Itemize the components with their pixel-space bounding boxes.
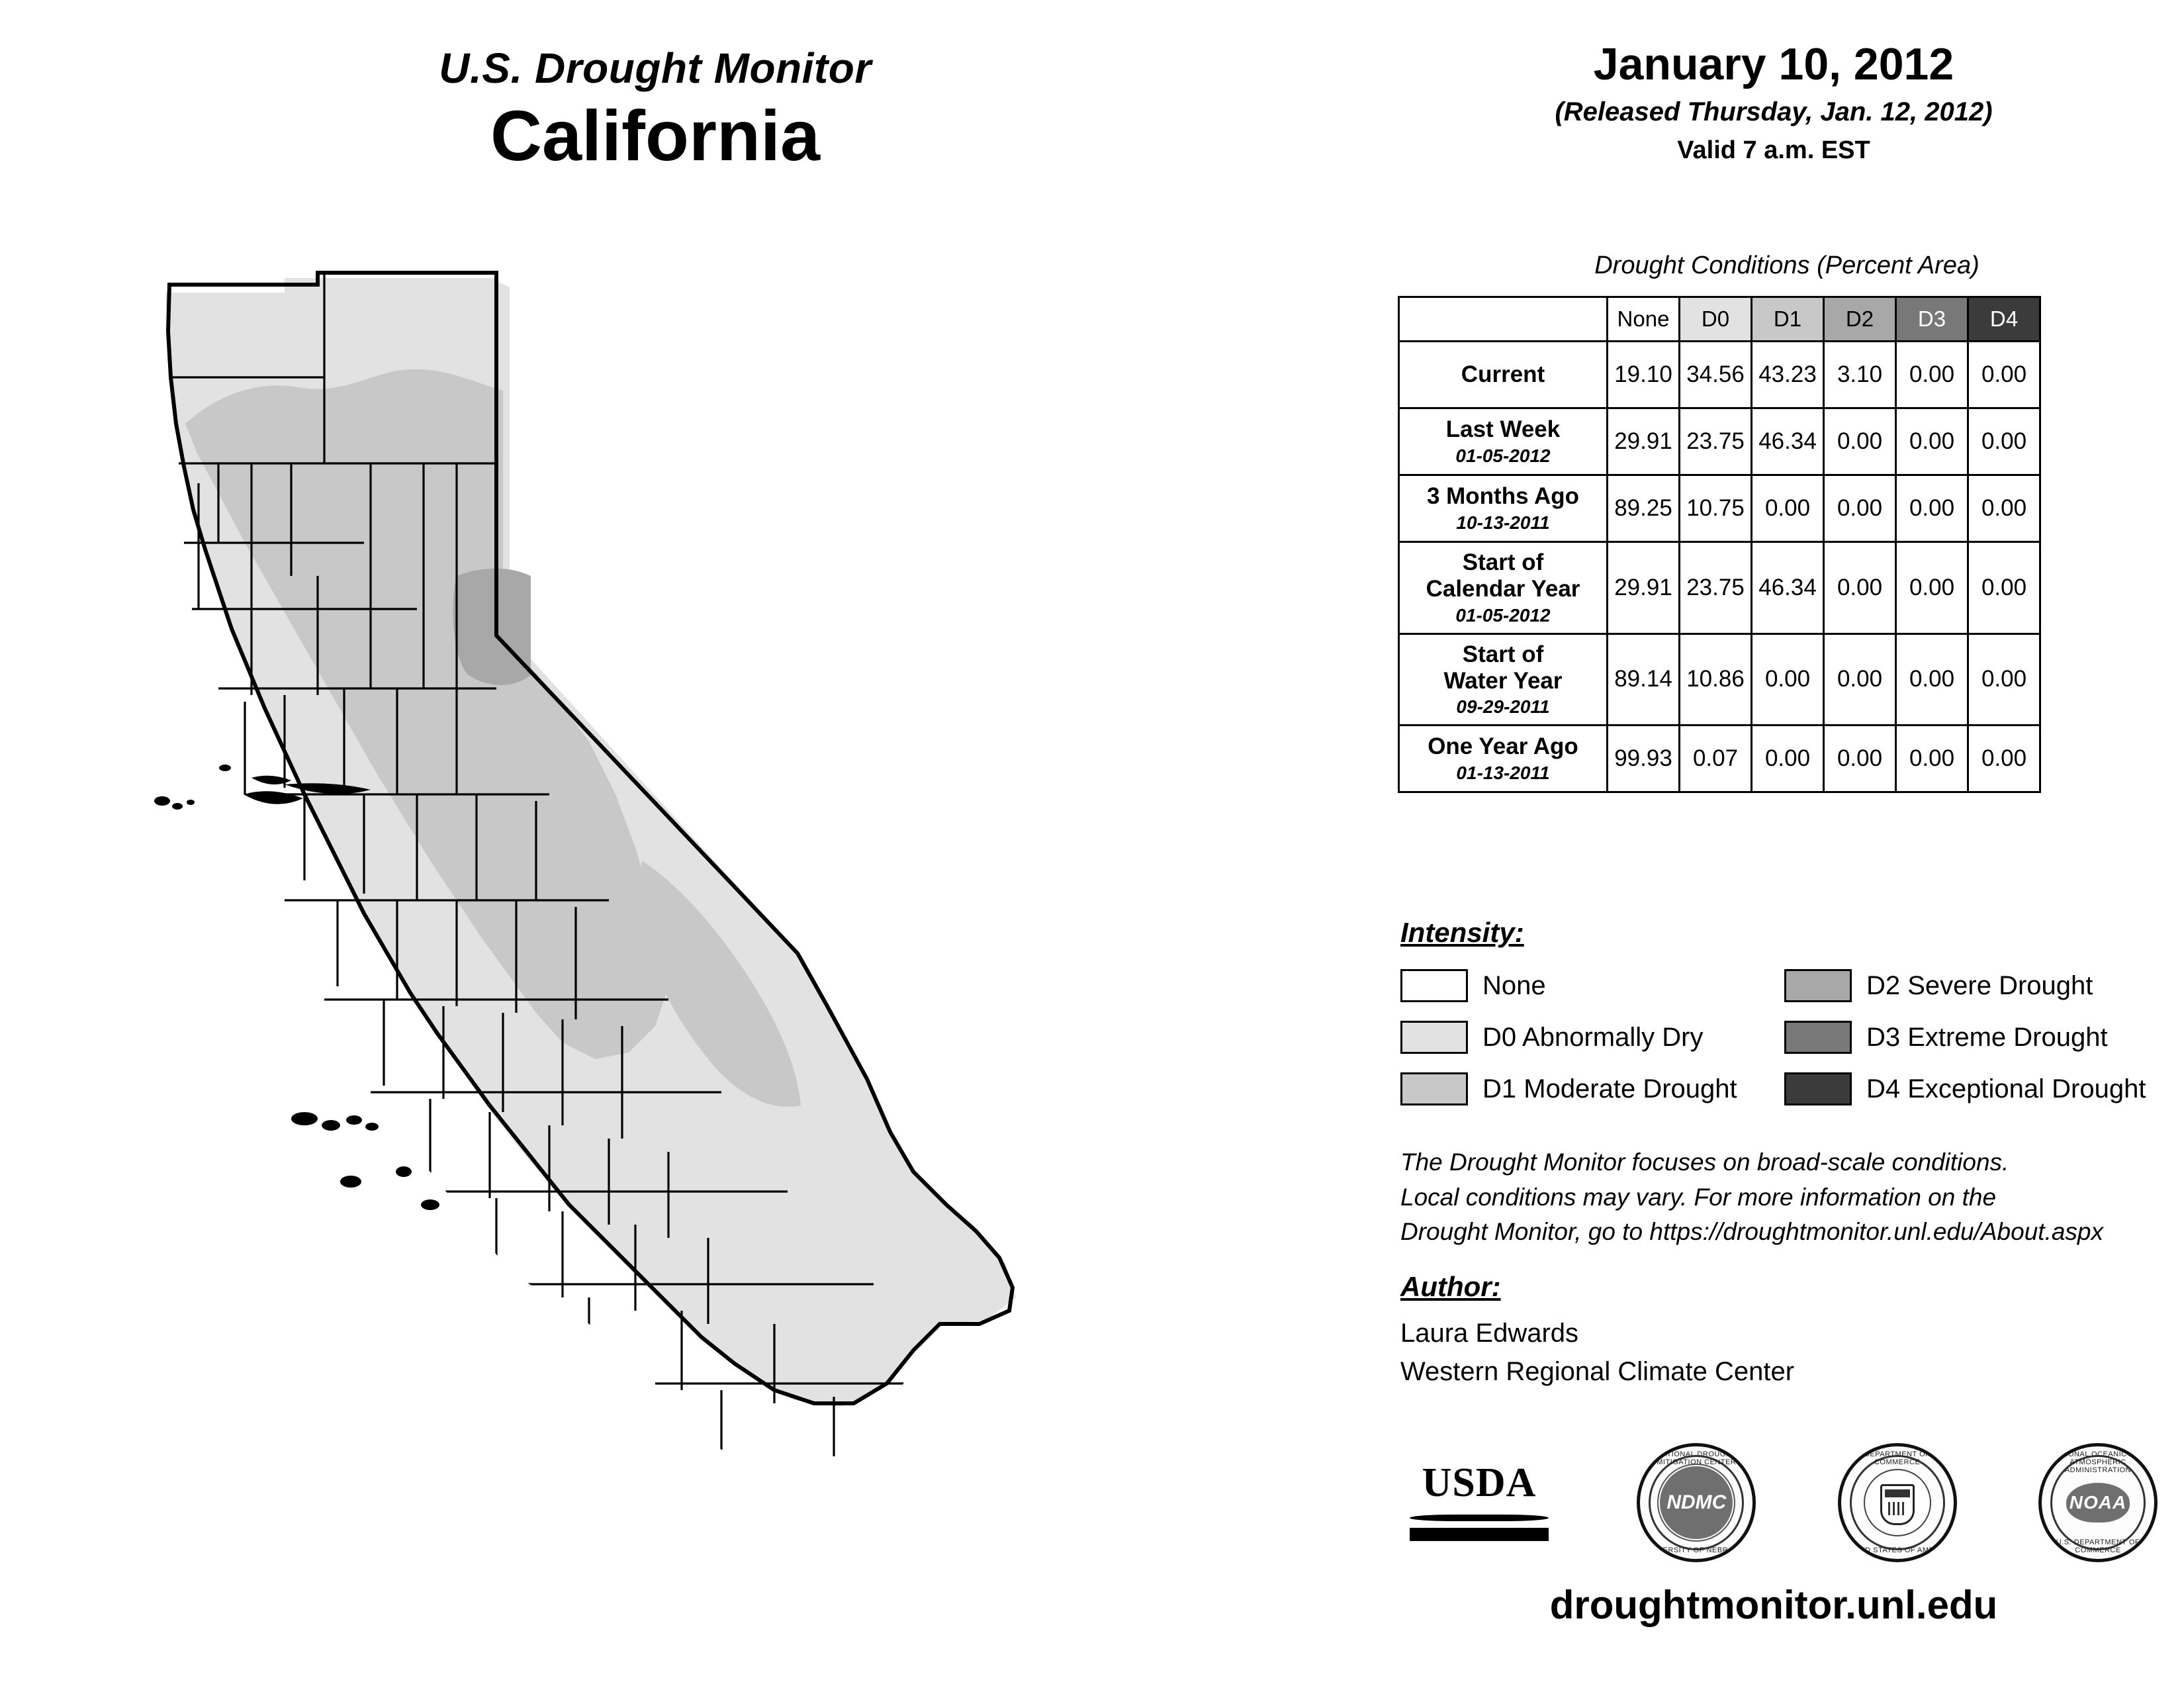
map-date: January 10, 2012	[1593, 39, 1954, 89]
column-header-d1: D1	[1752, 297, 1824, 342]
usda-logo	[1403, 1460, 1555, 1546]
department-of-commerce-seal	[1838, 1443, 1957, 1562]
cell-oneyear-d0: 0.07	[1680, 726, 1752, 792]
cell-calyear-d4: 0.00	[1968, 542, 2040, 634]
cell-calyear-d2: 0.00	[1824, 542, 1896, 634]
row-label-text: One Year Ago	[1428, 733, 1578, 760]
legend-item-d1	[1400, 1072, 1784, 1105]
california-map	[86, 265, 1317, 1622]
column-header-d2: D2	[1824, 297, 1896, 342]
cell-wateryear-d1: 0.00	[1752, 633, 1824, 726]
cell-oneyear-d2: 0.00	[1824, 726, 1896, 792]
row-label-3-months-ago	[1399, 475, 1608, 542]
drought-conditions-table	[1398, 296, 2041, 793]
legend-item-d2	[1784, 969, 2155, 1002]
cell-wateryear-d2: 0.00	[1824, 633, 1896, 726]
row-sublabel-text: 01-13-2011	[1456, 762, 1550, 783]
table-row	[1399, 726, 2040, 792]
swatch-none-icon	[1400, 969, 1468, 1002]
ndmc-logo	[1637, 1443, 1756, 1562]
cell-calyear-d0: 23.75	[1680, 542, 1752, 634]
valid-time: Valid 7 a.m. EST	[1677, 136, 1870, 164]
cell-3months-d1: 0.00	[1752, 475, 1824, 542]
table-row	[1399, 475, 2040, 542]
cell-wateryear-d4: 0.00	[1968, 633, 2040, 726]
row-label-one-year-ago	[1399, 726, 1608, 792]
cell-3months-d3: 0.00	[1896, 475, 1968, 542]
table-row	[1399, 542, 2040, 634]
row-label-text-line1: Start of	[1462, 641, 1544, 667]
cell-lastweek-none: 29.91	[1608, 408, 1680, 475]
cell-wateryear-d0: 10.86	[1680, 633, 1752, 726]
cell-wateryear-d3: 0.00	[1896, 633, 1968, 726]
row-label-text-line2: Calendar Year	[1426, 576, 1580, 602]
row-label-text: Current	[1461, 361, 1545, 387]
state-title: California	[490, 95, 821, 176]
cell-3months-d2: 0.00	[1824, 475, 1896, 542]
title-block	[0, 46, 1310, 177]
cell-3months-d4: 0.00	[1968, 475, 2040, 542]
cell-3months-d0: 10.75	[1680, 475, 1752, 542]
map-svg	[86, 265, 1317, 1622]
cell-current-d4: 0.00	[1968, 342, 2040, 408]
cell-current-d1: 43.23	[1752, 342, 1824, 408]
legend-label-d3: D3 Extreme Drought	[1866, 1022, 2108, 1052]
page-title: U.S. Drought Monitor	[439, 44, 872, 92]
noaa-arc-bottom-text: U.S. DEPARTMENT OF COMMERCE	[2056, 1538, 2140, 1554]
author-affiliation: Western Regional Climate Center	[1400, 1357, 1795, 1386]
disclaimer-line-1: The Drought Monitor focuses on broad-scale conditions.	[1400, 1149, 2009, 1176]
table-row	[1399, 342, 2040, 408]
disclaimer-line-3: Drought Monitor, go to https://droughtmonitor.unl.edu/About.aspx	[1400, 1218, 2103, 1246]
disclaimer-line-2: Local conditions may vary. For more information on the	[1400, 1183, 1997, 1211]
author-name: Laura Edwards	[1400, 1319, 1579, 1348]
noaa-logo	[2038, 1443, 2158, 1562]
swatch-d2-icon	[1784, 969, 1852, 1002]
row-sublabel-text: 01-05-2012	[1455, 445, 1551, 466]
noaa-logo-text: NOAA	[2069, 1492, 2127, 1513]
row-label-text: 3 Months Ago	[1426, 483, 1580, 510]
footer-url[interactable]: droughtmonitor.unl.edu	[1549, 1583, 1998, 1627]
table-row	[1399, 633, 2040, 726]
column-header-d0: D0	[1680, 297, 1752, 342]
noaa-arc-top-text: NATIONAL OCEANIC AND ATMOSPHERIC ADMINISTRATION	[2050, 1450, 2146, 1474]
cell-oneyear-d4: 0.00	[1968, 726, 2040, 792]
table-header-row	[1399, 297, 2040, 342]
legend-label-d4: D4 Exceptional Drought	[1866, 1074, 2146, 1103]
intensity-legend	[1400, 960, 2168, 1115]
disclaimer-text	[1400, 1145, 2181, 1250]
author-heading: Author:	[1400, 1271, 1501, 1302]
date-block	[1403, 40, 2144, 165]
legend-label-d0: D0 Abnormally Dry	[1482, 1022, 1704, 1052]
cell-lastweek-d4: 0.00	[1968, 408, 2040, 475]
cell-lastweek-d1: 46.34	[1752, 408, 1824, 475]
column-header-d4: D4	[1968, 297, 2040, 342]
legend-row	[1400, 1063, 2168, 1115]
cell-lastweek-d0: 23.75	[1680, 408, 1752, 475]
swatch-d1-icon	[1400, 1072, 1468, 1105]
cell-current-d0: 34.56	[1680, 342, 1752, 408]
row-sublabel-text: 01-05-2012	[1455, 604, 1551, 626]
row-label-text-line2: Water Year	[1443, 667, 1563, 694]
cell-current-none: 19.10	[1608, 342, 1680, 408]
swatch-d3-icon	[1784, 1021, 1852, 1054]
intensity-heading: Intensity:	[1400, 917, 1524, 948]
column-header-d3: D3	[1896, 297, 1968, 342]
doc-arc-bottom-text: UNITED STATES OF AMERICA	[1841, 1546, 1953, 1554]
ndmc-logo-text: NDMC	[1666, 1491, 1727, 1513]
row-sublabel-text: 10-13-2011	[1456, 512, 1550, 533]
column-header-none: None	[1608, 297, 1680, 342]
legend-label-d1: D1 Moderate Drought	[1482, 1074, 1737, 1103]
cell-oneyear-none: 99.93	[1608, 726, 1680, 792]
cell-calyear-d1: 46.34	[1752, 542, 1824, 634]
ndmc-arc-bottom-text: UNIVERSITY OF NEBRASKA	[1644, 1546, 1749, 1554]
swatch-d0-icon	[1400, 1021, 1468, 1054]
row-sublabel-text: 09-29-2011	[1456, 696, 1550, 717]
legend-row	[1400, 960, 2168, 1011]
swatch-d4-icon	[1784, 1072, 1852, 1105]
legend-item-d0	[1400, 1021, 1784, 1054]
cell-calyear-d3: 0.00	[1896, 542, 1968, 634]
legend-item-none	[1400, 969, 1784, 1002]
legend-item-d4	[1784, 1072, 2155, 1105]
cell-calyear-none: 29.91	[1608, 542, 1680, 634]
logo-strip	[1403, 1436, 2158, 1569]
cell-lastweek-d3: 0.00	[1896, 408, 1968, 475]
table-row	[1399, 408, 2040, 475]
doc-shield-icon	[1880, 1484, 1915, 1525]
legend-label-none: None	[1482, 970, 1546, 1000]
legend-label-d2: D2 Severe Drought	[1866, 970, 2093, 1000]
row-label-start-calendar-year	[1399, 542, 1608, 634]
cell-lastweek-d2: 0.00	[1824, 408, 1896, 475]
row-label-current	[1399, 342, 1608, 408]
ndmc-arc-top-text: NATIONAL DROUGHT MITIGATION CENTER	[1657, 1450, 1737, 1466]
legend-item-d3	[1784, 1021, 2155, 1054]
cell-wateryear-none: 89.14	[1608, 633, 1680, 726]
row-label-last-week	[1399, 408, 1608, 475]
author-block	[1400, 1314, 1794, 1391]
row-label-start-water-year	[1399, 633, 1608, 726]
usda-logo-text: USDA	[1422, 1460, 1537, 1505]
doc-arc-top-text: DEPARTMENT OF COMMERCE	[1864, 1450, 1931, 1466]
cell-current-d2: 3.10	[1824, 342, 1896, 408]
cell-oneyear-d1: 0.00	[1752, 726, 1824, 792]
usda-logo-mark-icon	[1403, 1511, 1555, 1541]
cell-oneyear-d3: 0.00	[1896, 726, 1968, 792]
release-date: (Released Thursday, Jan. 12, 2012)	[1555, 97, 1993, 126]
table-caption: Drought Conditions (Percent Area)	[1594, 252, 1979, 279]
cell-current-d3: 0.00	[1896, 342, 1968, 408]
row-label-text: Last Week	[1445, 416, 1561, 443]
table-corner-cell	[1399, 297, 1608, 342]
legend-row	[1400, 1011, 2168, 1063]
map-d2-region	[453, 569, 531, 685]
info-panel	[1363, 0, 2184, 1688]
cell-3months-none: 89.25	[1608, 475, 1680, 542]
row-label-text-line1: Start of	[1462, 549, 1544, 575]
